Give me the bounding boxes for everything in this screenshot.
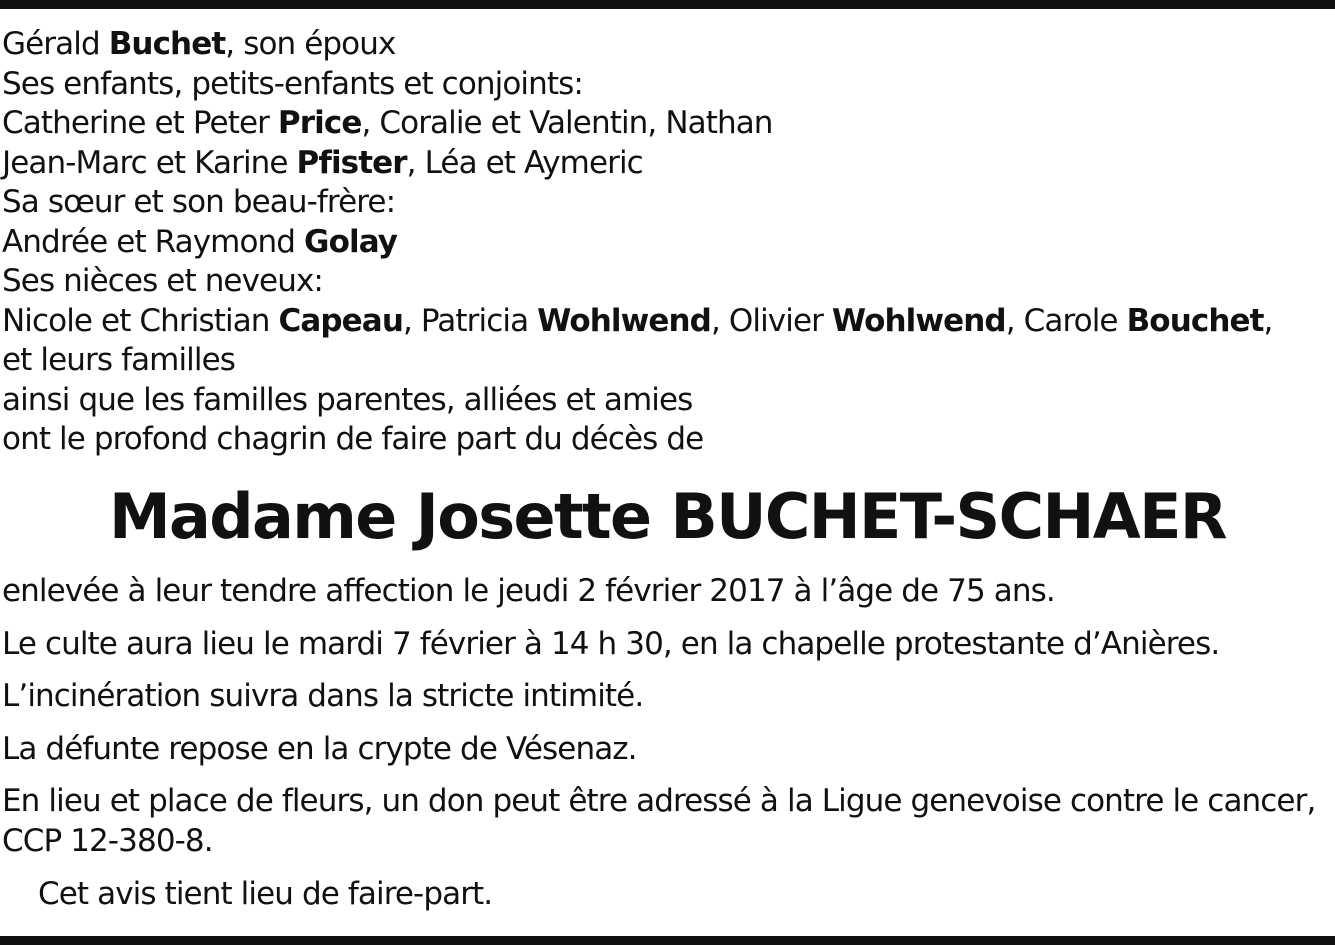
donation-paragraph-line1: En lieu et place de fleurs, un don peut être adressé à la Ligue genevoise contre le cancer,: [2, 783, 1316, 819]
cremation-paragraph: L’incinération suivra dans la stricte intimité.: [2, 678, 644, 714]
announcement-line: ont le profond chagrin de faire part du décès de: [2, 421, 704, 457]
text-segment: ,: [1263, 302, 1273, 339]
deceased-name-heading: Madame Josette BUCHET-SCHAER: [108, 480, 1227, 553]
text-segment: , Léa et Aymeric: [406, 144, 643, 181]
sister-heading: Sa sœur et son beau-frère:: [2, 184, 396, 220]
surname: Wohlwend: [831, 302, 1006, 339]
faire-part-note: Cet avis tient lieu de faire-part.: [38, 876, 493, 912]
surname: Buchet: [108, 26, 226, 62]
text-segment: , Patricia: [403, 302, 538, 339]
children-line-price: [2, 104, 1332, 144]
text-segment: , Carole: [1005, 302, 1127, 339]
text-segment: Andrée et Raymond: [2, 223, 305, 260]
surname: Wohlwend: [537, 302, 711, 339]
text-segment: , Coralie et Valentin, Nathan: [361, 105, 773, 141]
sister-line-golay: [2, 223, 1332, 263]
text-segment: , son époux: [225, 26, 396, 62]
text-segment: Nicole et Christian: [2, 302, 279, 339]
resting-place-paragraph: La défunte repose en la crypte de Vésenaz.: [2, 730, 637, 767]
death-date-paragraph: enlevée à leur tendre affection le jeudi 2 février 2017 à l’âge de 75 ans.: [2, 573, 1055, 609]
families-line: et leurs familles: [2, 342, 236, 378]
top-border-rule: [0, 0, 1335, 9]
text-segment: Gérald: [2, 26, 109, 62]
text-segment: Jean-Marc et Karine: [2, 144, 297, 181]
text-segment: , Olivier: [710, 302, 832, 339]
nieces-heading: Ses nièces et neveux:: [2, 263, 323, 299]
bottom-border-rule: [0, 936, 1335, 945]
children-line-pfister: [2, 144, 1332, 184]
text-segment: Catherine et Peter: [2, 105, 278, 141]
relatives-line: ainsi que les familles parentes, alliées et amies: [2, 381, 693, 418]
surname: Pfister: [296, 144, 407, 181]
children-heading: Ses enfants, petits-enfants et conjoints:: [2, 65, 583, 102]
husband-line: [2, 25, 1332, 65]
surname: Price: [277, 105, 362, 141]
service-paragraph: Le culte aura lieu le mardi 7 février à 14 h 30, en la chapelle protestante d’Anières.: [2, 625, 1220, 662]
nieces-line: [2, 302, 1332, 342]
surname: Capeau: [278, 302, 403, 339]
surname: Golay: [304, 223, 398, 260]
family-announcement-block: [2, 25, 1332, 460]
details-block: [2, 572, 1332, 928]
surname: Bouchet: [1126, 302, 1264, 339]
donation-paragraph-line2: CCP 12-380-8.: [2, 822, 213, 859]
